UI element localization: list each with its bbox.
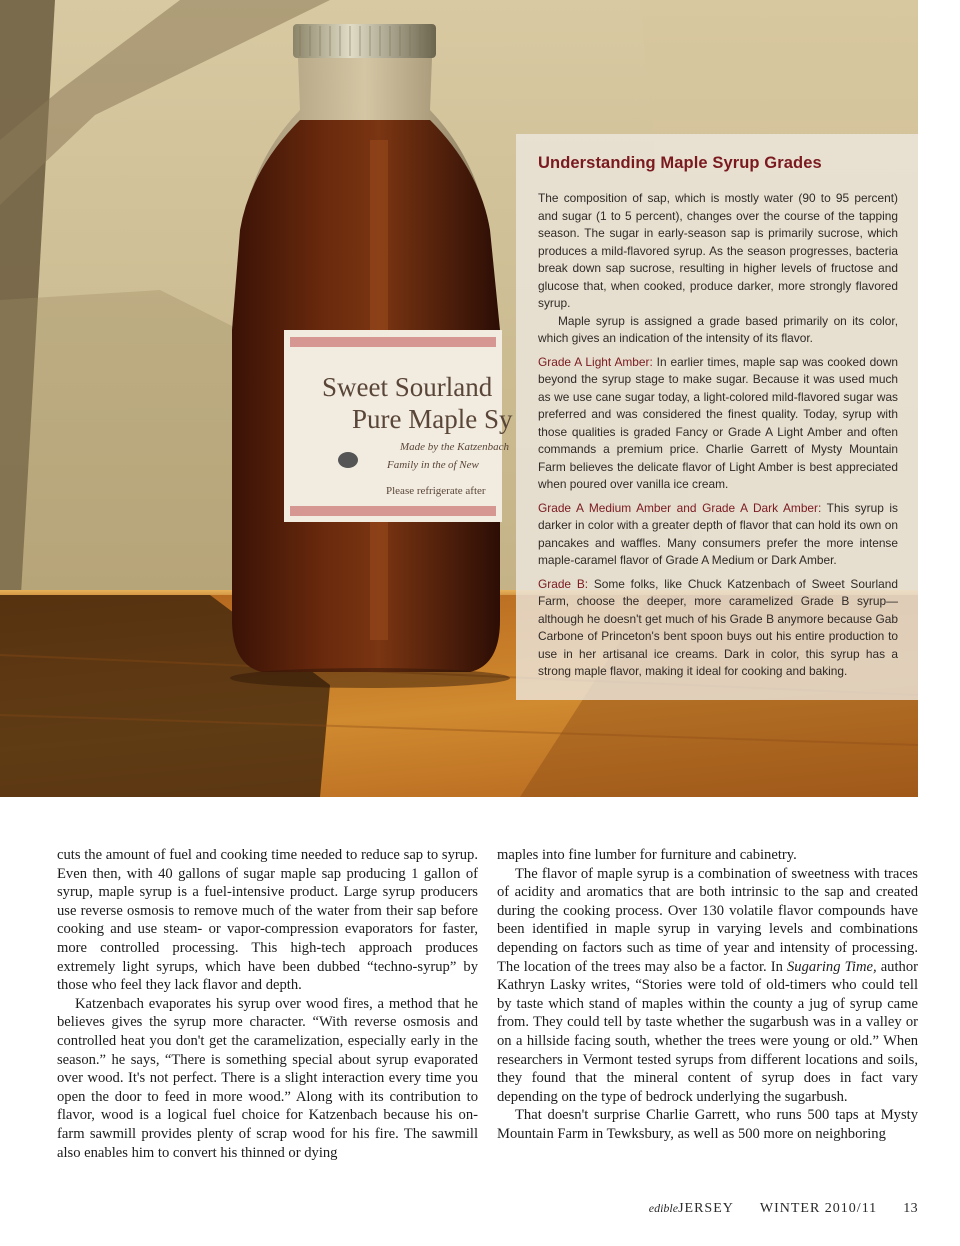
issue-date: WINTER 2010/11	[759, 1201, 878, 1216]
publication-name	[649, 1201, 734, 1217]
label-refrigerate: Please refrigerate after	[386, 485, 486, 497]
label-line1: Sweet Sourland	[322, 372, 493, 402]
right-paragraph-2a: The flavor of maple syrup is a combination of sweetness with traces of acidity and aromatics that are both intrinsic to the sap and created during the cooking process. Over 130 volatile flavor compounds have been identified in maple syrup in varying levels and combinations depending on factors such as time of year and intensity of processing. The location of the trees may also be a factor. In	[497, 865, 918, 975]
grade-a-medium-paragraph	[538, 500, 898, 570]
left-paragraph-1: cuts the amount of fuel and cooking time needed to reduce sap to syrup. Even then, with 40 gallons of sugar maple sap producing 1 gallon of syrup, maple syrup is a fuel-intensive product. Large syrup producers use reverse osmosis to remove much of the water from their sap before cooking and use steam- or vapor-compression evaporators for faster, more controlled processing. This high-tech approach produces extremely light syrups, which have been dubbed “techno-syrup” by those who feel they lack flavor and depth.	[57, 847, 478, 994]
grade-b-term: Grade B:	[538, 576, 589, 591]
label-line2: Pure Maple Sy	[352, 404, 513, 434]
book-title: Sugaring Time,	[787, 958, 877, 975]
sidebar-intro2: Maple syrup is assigned a grade based primarily on its color, which gives an indication of the intensity of its flavor.	[538, 313, 898, 345]
grade-a-medium-text: This syrup is darker in color with a greater depth of flavor that can hold its own on pancakes and waffles. Many consumers prefer the more intense maple-caramel flavor of Grade A Medium or Dark Amber.	[538, 500, 898, 567]
grade-b-paragraph	[538, 576, 898, 681]
body-column-right	[497, 846, 918, 1144]
publication-title: JERSEY	[678, 1201, 734, 1216]
label-made-by: Made by the Katzenbach	[400, 441, 510, 453]
right-paragraph-2b: author Kathryn Lasky writes, “Stories were told of old-timers who could tell by taste which stand of maples within the county a jug of syrup came from. They could tell by taste whether the sugarbush was in a valley or on a hillside facing south, whether the trees were young or old.” When researchers in Vermont tested syrups from different locations and soils, they found that the mineral content of syrup does in fact vary depending on the type of bedrock underlying the sugarbush.	[497, 958, 918, 1105]
label-family2: of New	[448, 459, 479, 471]
left-paragraph-2: Katzenbach evaporates his syrup over wood fires, a method that he believes gives the syrup more character. “With reverse osmosis and controlled heat you don't get the caramelization, especially early in the season.” he says, “There is something special about syrup evaporated over wood. It's not perfect. There is a slight interaction every time you open the door to feed in more wood.” Along with its contribution to flavor, wood is a logical fuel choice for Katzenbach because his on-farm sawmill provides plenty of scrap wood for his fire. The sawmill also enables him to convert his thinned or dying	[57, 995, 478, 1161]
body-column-left	[57, 846, 478, 1162]
grade-a-light-text: In earlier times, maple sap was cooked down beyond the syrup stage to make sugar. Because it was used much as we use cane sugar today, a light-colored mild-flavored sugar was preferred and was considered the finest quality. Today, syrup with those qualities is graded Fancy or Grade A Light Amber and often commands a premium price. Charlie Garrett of Mysty Mountain Farm believes the delicate flavor of Light Amber is best appreciated when poured over vanilla ice cream.	[538, 354, 898, 491]
grade-a-medium-term: Grade A Medium Amber and Grade A Dark Amber:	[538, 500, 822, 515]
sidebar-title: Understanding Maple Syrup Grades	[538, 154, 822, 172]
right-paragraph-3: That doesn't surprise Charlie Garrett, who runs 500 taps at Mysty Mountain Farm in Tewksbury, as well as 500 more on neighboring	[497, 1107, 918, 1142]
page-number: 13	[903, 1201, 918, 1216]
grade-a-light-term: Grade A Light Amber:	[538, 354, 653, 369]
publication-prefix: edible	[648, 1201, 679, 1215]
grade-b-text: Some folks, like Chuck Katzenbach of Sweet Sourland Farm, choose the deeper, more caramelized Grade B syrup—although he doesn't get much of his Grade B anymore because Gab Carbone of Princeton's bent spoon buys out his entire production to use in her artisanal ice creams. Dark in color, this syrup has a strong maple flavor, making it ideal for cooking and baking.	[538, 576, 898, 678]
right-paragraph-1: maples into fine lumber for furniture and cabinetry.	[497, 847, 797, 863]
sidebar-intro: The composition of sap, which is mostly water (90 to 95 percent) and sugar (1 to 5 percent), changes over the course of the tapping season. The sugar in early-season sap is primarily sucrose, which produces a mild-flavored syrup. As the season progresses, bacteria break down sap sucrose, resulting in higher levels of fructose and glucose that, when cooked, produce darker, more strongly flavored syrup.	[538, 191, 898, 310]
right-paragraph-2	[497, 865, 918, 1107]
page-footer	[649, 1201, 918, 1217]
grade-a-light-paragraph	[538, 354, 898, 494]
maple-grades-sidebar	[516, 134, 918, 700]
label-family: Family in the	[387, 459, 446, 471]
